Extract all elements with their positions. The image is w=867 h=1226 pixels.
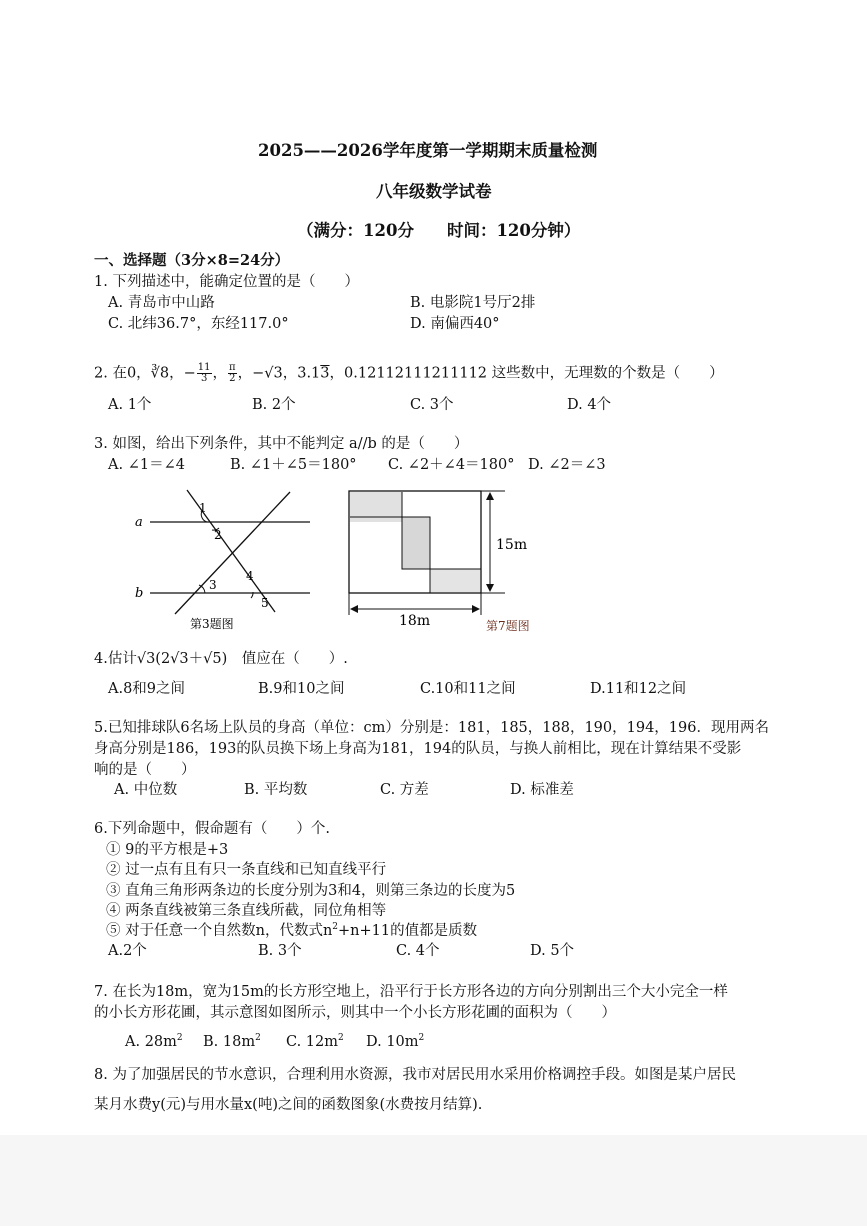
q7-option-b: B. $18m^2$	[203, 1033, 261, 1050]
q3-option-a: A. ∠1＝∠4	[108, 457, 185, 473]
angle-3-arc	[199, 585, 205, 593]
q6-item-4: ④ 两条直线被第三条直线所截，同位角相等	[106, 903, 387, 919]
label-angle-4: 4	[246, 569, 254, 583]
q5-option-b: B. 平均数	[244, 782, 308, 798]
q7-option-c: C. $12m^2$	[286, 1033, 344, 1050]
q2-option-c: C. 3个	[410, 397, 454, 413]
figure-q3-caption: 第3题图	[190, 617, 234, 631]
q7-line-1: 7. 在长为18m，宽为15m的长方形空地上，沿平行于长方形各边的方向分别割出三个大小完全一样	[94, 984, 728, 1000]
q3-option-b: B. ∠1＋∠5＝180°	[230, 457, 357, 473]
label-width: 18m	[399, 613, 431, 629]
figure-q7	[340, 482, 550, 637]
q4-stem: 4.估计√3(2√3＋√5) 值应在（ ）.	[94, 651, 348, 667]
label-angle-1: 1	[199, 501, 207, 515]
q5-line-2: 身高分别是186，193的队员换下场上身高为181，194的队员，与换人前相比，现在计算结果不受影	[94, 741, 742, 757]
q1-option-a: A. 青岛市中山路	[108, 295, 215, 311]
q2-option-b: B. 2个	[252, 397, 296, 413]
q6-item-2: ② 过一点有且有只一条直线和已知直线平行	[106, 862, 387, 878]
q6-item-1: ① 9的平方根是+3	[106, 842, 229, 858]
q2-fraction-11-3: $\frac{11}{3}$	[197, 362, 211, 384]
q6-item-5: ⑤ 对于任意一个自然数n，代数式$n^2+n+11$的值都是质数	[106, 922, 478, 939]
q2-stem: 2. 在0，∛8，− $\frac{11}{3}$ ， $\frac{\pi}{2}$ ，−√3，3.13，0.12112111211112 这些数中，无理数的个数是（ ）	[94, 362, 724, 384]
label-a: a	[135, 515, 143, 530]
q7-option-a: A. $28m^2$	[125, 1033, 183, 1050]
q4-option-d: D.11和12之间	[590, 681, 687, 697]
q1-option-c: C. 北纬36.7°，东经117.0°	[108, 316, 289, 332]
q4-option-c: C.10和11之间	[420, 681, 516, 697]
q7-option-d: D. $10m^2$	[366, 1033, 425, 1050]
q5-line-1: 5.已知排球队6名场上队员的身高（单位：cm）分别是：181，185，188，190，194，196．现用两名	[94, 720, 769, 736]
q4-option-b: B.9和10之间	[258, 681, 345, 697]
q5-option-d: D. 标准差	[510, 782, 574, 798]
q2-repeating-digit: 3	[320, 365, 330, 382]
label-angle-3: 3	[209, 578, 217, 592]
q6-option-d: D. 5个	[530, 943, 575, 959]
section-title: 一、选择题（3分×8=24分）	[94, 252, 290, 269]
q5-option-a: A. 中位数	[114, 782, 178, 798]
q6-option-c: C. 4个	[396, 943, 440, 959]
q2-text-1: 2. 在0，	[94, 365, 151, 382]
q5-line-3: 响的是（ ）	[94, 762, 196, 778]
garden-3	[430, 569, 480, 592]
q3-stem: 3. 如图，给出下列条件，其中不能判定 a//b 的是（ ）	[94, 436, 469, 452]
q2-cbrt: ∛8	[150, 365, 170, 382]
arrow-up	[486, 492, 494, 500]
figure-q3	[125, 482, 325, 632]
q3-option-c: C. ∠2＋∠4＝180°	[388, 457, 515, 473]
score-time: （满分：120分 时间：120分钟）	[297, 221, 581, 240]
q2-fraction-pi-2: $\frac{\pi}{2}$	[229, 362, 236, 384]
q7-line-2: 的小长方形花圃，其示意图如图所示，则其中一个小长方形花圃的面积为（ ）	[94, 1005, 616, 1021]
q4-option-a: A.8和9之间	[108, 681, 186, 697]
q8-line-1: 8. 为了加强居民的节水意识，合理利用水资源，我市对居民用水采用价格调控手段。如图是某户居民	[94, 1067, 736, 1083]
q2-option-d: D. 4个	[567, 397, 612, 413]
q5-option-c: C. 方差	[380, 782, 429, 798]
exam-subtitle: 八年级数学试卷	[376, 182, 492, 201]
q6-stem: 6.下列命题中，假命题有（ ）个.	[94, 821, 330, 837]
label-angle-5: 5	[261, 596, 269, 610]
q8-line-2: 某月水费y(元)与用水量x(吨)之间的函数图象(水费按月结算).	[94, 1097, 483, 1113]
q6-item-3: ③ 直角三角形两条边的长度分别为3和4，则第三条边的长度为5	[106, 883, 516, 899]
arrow-right	[472, 605, 480, 613]
q1-stem: 1. 下列描述中，能确定位置的是（ ）	[94, 274, 359, 290]
figure-q7-caption: 第7题图	[486, 619, 530, 633]
q6-option-a: A.2个	[108, 943, 147, 959]
q2-neg-sqrt: ，−√3，3.1	[237, 365, 321, 382]
q1-option-d: D. 南偏西40°	[410, 316, 500, 332]
q3-option-d: D. ∠2＝∠3	[528, 457, 606, 473]
page-bottom-margin	[0, 1135, 867, 1226]
label-b: b	[135, 586, 144, 601]
exam-title: 2025——2026学年度第一学期期末质量检测	[258, 141, 598, 160]
garden-2	[402, 517, 430, 569]
q2-neg: −	[183, 365, 196, 382]
label-angle-2: 2	[214, 528, 222, 542]
transversal-2	[175, 492, 290, 614]
arrow-left	[350, 605, 358, 613]
q1-option-b: B. 电影院1号厅2排	[410, 295, 536, 311]
arrow-down	[486, 584, 494, 592]
label-height: 15m	[496, 537, 528, 553]
q6-option-b: B. 3个	[258, 943, 302, 959]
q2-option-a: A. 1个	[108, 397, 152, 413]
q2-text-2: ，0.12112111211112 这些数中，无理数的个数是（ ）	[329, 365, 724, 382]
